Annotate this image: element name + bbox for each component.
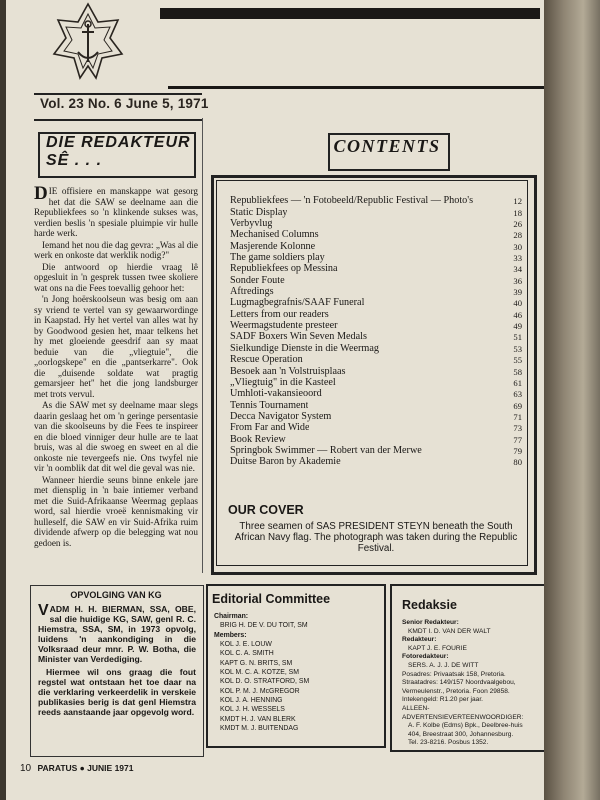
members-list: [214, 640, 309, 733]
cover-text: Three seamen of SAS PRESIDENT STEYN beneath the South African Navy flag. The photograph was taken during the Republic Festival.: [234, 521, 518, 555]
contents-item-page: 33: [513, 253, 522, 264]
article-paragraph: As die SAW met sy deelname maar slegs daarin geslaag het om 'n geringe persentasie van die skoolseuns by die Fees te inspireer en die bloed vinniger deur hulle are te laat bruis, was al die swoeg en sweet en al die onkoste nie tevergeefs nie. Ons twyfel nie vir 'n oomblik dat dit wel die geval was nie.: [34, 400, 198, 473]
contents-item-page: 80: [513, 457, 522, 468]
contents-item-page: 46: [513, 309, 522, 320]
contents-item-title: Lugmagbegrafnis/SAAF Funeral: [230, 297, 365, 309]
advertising-heading: ALLEEN-ADVERTENSIEVERTEENWOORDIGER:: [402, 704, 524, 721]
contents-item-page: 51: [513, 332, 522, 343]
intekengeld: Intekengeld: R1.20 per jaar.: [402, 696, 484, 704]
contents-item-title: Sielkundige Dienste in die Weermag: [230, 342, 379, 354]
member-name: KMDT M. J. BUITENDAG: [220, 725, 299, 733]
member-name: KMDT H. J. VAN BLERK: [220, 715, 296, 723]
contents-item-title: Mechanised Columns: [230, 229, 319, 241]
opvolging-title: OPVOLGING VAN KG: [70, 590, 162, 600]
contents-item: [230, 263, 522, 274]
contents-item: [230, 195, 522, 206]
contents-item-title: From Far and Wide: [230, 422, 310, 434]
article-paragraph: 'n Jong hoërskoolseun was besig om aan sy vriend te vertel van sy gewaarwordinge in Kaapstad. Hy het vertel van alles wat hy by Goodwood gesien het, maar telkens het hy met gloeiende geesdrif aan sy maat beduie van die „vliegtuie", die „oorlogskepe" en die „pantserkarre". Ook die „duisende soldate wat pragtig gemarsjeer het" het die jong landsburger met trots vervul.: [34, 294, 198, 399]
member-name: KOL M. C. A. KOTZE, SM: [220, 669, 299, 677]
member-name: KOL J. H. WESSELS: [220, 706, 285, 714]
opvolging-paragraph: Hiermee wil ons graag die fout regstel wat ontstaan het toe daar na die verklaring verkeerdelik in verskeie publikasies berig is dat genl Hiemstra reeds aanstaande jaar opgevolg word.: [38, 666, 196, 717]
contents-list: [230, 195, 522, 467]
contents-item: [230, 422, 522, 433]
members-label: Members:: [214, 631, 247, 639]
redaksie-title: Redaksie: [402, 598, 457, 612]
redakteur-title: [46, 134, 196, 170]
advertising-line: 404, Breestraat 300, Johannesburg.: [408, 730, 514, 738]
contents-item: [230, 365, 522, 376]
contents-item-title: Decca Navigator System: [230, 410, 332, 422]
dropcap: V: [38, 602, 49, 619]
contents-item: [230, 331, 522, 342]
article-paragraph: Iemand het nou die dag gevra: „Was al die werk en onkoste dat werklik nodig?": [34, 239, 198, 260]
advertising-line: A. F. Kolbe (Edms) Bpk., Deelbree-huis: [408, 722, 523, 730]
contents-item-page: 28: [513, 230, 522, 241]
contents-item-page: 34: [513, 264, 522, 275]
contents-item: [230, 206, 522, 217]
contents-item-title: SADF Boxers Win Seven Medals: [230, 331, 367, 343]
contents-item-title: The game soldiers play: [230, 252, 325, 264]
contents-item-title: Tennis Tournament: [230, 399, 309, 411]
contents-item-page: 55: [513, 355, 522, 366]
contents-item-title: Letters from our readers: [230, 308, 329, 320]
contents-item: [230, 445, 522, 456]
header-rule-thin: [168, 86, 544, 89]
redaksie-value: KAPT J. E. FOURIE: [408, 644, 467, 652]
contents-item-page: 53: [513, 343, 522, 354]
contents-item: [230, 297, 522, 308]
redaksie-list: [402, 619, 544, 748]
article-paragraph: DIE offisiere en manskappe wat gesorg het dat die SAW se deelname aan die Republiekfees so 'n klinkende sukses was, verdien beslis 'n spesiale pluimpie vir hulle harde werk.: [34, 183, 198, 238]
contents-item: [230, 274, 522, 285]
contents-item-title: Republiekfees — 'n Fotobeeld/Republic Festival — Photo's: [230, 195, 474, 207]
contents-item-title: Springbok Swimmer — Robert van der Merwe: [230, 444, 422, 456]
adjacent-page-edge: [544, 0, 600, 800]
contents-item-title: Sonder Foute: [230, 274, 285, 286]
contents-item-title: Umhloti-vakansieoord: [230, 388, 322, 400]
column-divider: [202, 118, 203, 573]
contents-item-page: 26: [513, 219, 522, 230]
member-name: KOL D. O. STRATFORD, SM: [220, 678, 310, 686]
contents-item-title: Book Review: [230, 433, 286, 445]
contents-item-title: Rescue Operation: [230, 354, 303, 366]
redaksie-label: Redakteur:: [402, 636, 437, 644]
contents-item: [230, 388, 522, 399]
contents-item-page: 79: [513, 445, 522, 456]
contents-item-title: Masjerende Kolonne: [230, 240, 316, 252]
contents-item-title: Static Display: [230, 206, 288, 218]
member-name: KAPT G. N. BRITS, SM: [220, 659, 293, 667]
contents-item-page: 61: [513, 377, 522, 388]
magazine-page: [6, 0, 544, 800]
volume-line: Vol. 23 No. 6 June 5, 1971: [40, 96, 209, 111]
contents-item-title: Weermagstudente presteer: [230, 320, 338, 332]
contents-item: [230, 308, 522, 319]
redaksie-value: SERS. A. J. J. DE WITT: [408, 661, 479, 669]
contents-item-title: Aftredings: [230, 286, 274, 298]
header-rule: [160, 8, 540, 19]
contents-item-page: 73: [513, 423, 522, 434]
contents-item: [230, 399, 522, 410]
member-name: KOL C. A. SMITH: [220, 650, 274, 658]
contents-item: [230, 229, 522, 240]
contents-item-page: 39: [513, 287, 522, 298]
contents-item: [230, 354, 522, 365]
editorial-committee-title: Editorial Committee: [212, 592, 331, 606]
contents-item-page: 36: [513, 275, 522, 286]
contents-item-title: „Vliegtuig" in die Kasteel: [230, 376, 336, 388]
contents-item-page: 12: [513, 196, 522, 207]
contents-item-title: Besoek aan 'n Volstruisplaas: [230, 365, 346, 377]
sadf-emblem-icon: [52, 2, 124, 88]
redaksie-label: Fotoredakteur:: [402, 653, 449, 661]
redakteur-title-line2: SÊ . . .: [46, 152, 103, 169]
contents-item: [230, 342, 522, 353]
contents-item: [230, 433, 522, 444]
footer-text: PARATUS ● JUNIE 1971: [37, 763, 134, 773]
posadres: Posadres: Privaatsak 158, Pretoria.: [402, 670, 506, 678]
opvolging-paragraph: VADM H. H. BIERMAN, SSA, OBE, sal die huidige KG, SAW, genl R. C. Hiemstra, SSA, SM, in 1973 opvolg, luidens 'n aankondiging in die Volksraad deur mnr. P. W. Botha, die Minister van Verdediging.: [38, 602, 196, 665]
contents-item-title: Republiekfees op Messina: [230, 263, 338, 275]
contents-item-page: 40: [513, 298, 522, 309]
contents-item-page: 63: [513, 389, 522, 400]
redakteur-title-line1: DIE REDAKTEUR: [46, 134, 191, 151]
contents-item: [230, 411, 522, 422]
article-paragraph: Wanneer hierdie seuns binne enkele jare met diensplig in 'n baie intiemer verband met die Suid-Afrikaanse Weermag geplaas word, sal hierdie vroeë kennismaking vir hulleself, die SAW en vir Suid-Afrika ruim dividende afwerp op die belegging wat nou gedoen is.: [34, 474, 198, 548]
dropcap: D: [34, 183, 48, 204]
member-name: KOL P. M. J. McGREGOR: [220, 687, 300, 695]
redaksie-value: KMDT I. D. VAN DER WALT: [408, 627, 491, 635]
member-name: KOL J. A. HENNING: [220, 697, 283, 705]
contents-item: [230, 456, 522, 467]
chairman-label: Chairman:: [214, 613, 249, 620]
contents-item-page: 18: [513, 207, 522, 218]
contents-item: [230, 240, 522, 251]
contents-item-title: Verbyvlug: [230, 218, 273, 230]
contents-item-page: 69: [513, 400, 522, 411]
contents-item: [230, 252, 522, 263]
contents-item-title: Duitse Baron by Akademie: [230, 456, 341, 468]
redakteur-article: [34, 183, 198, 549]
contents-item: [230, 286, 522, 297]
contents-item-page: 30: [513, 241, 522, 252]
opvolging-article: [38, 604, 196, 719]
page-number: 10: [20, 763, 32, 774]
contents-item-page: 49: [513, 321, 522, 332]
page-footer: [20, 763, 134, 774]
contents-item: [230, 377, 522, 388]
contents-item-page: 58: [513, 366, 522, 377]
editorial-committee-list: [214, 612, 309, 733]
straatadres: Straatadres: 149/157 Noordvaalgebou, Vermeulenstr., Pretoria. Foon 29858.: [402, 679, 516, 695]
cover-heading: OUR COVER: [228, 503, 304, 517]
contents-item: [230, 218, 522, 229]
contents-title: CONTENTS: [333, 136, 441, 156]
chairman-name: BRIG H. DE V. DU TOIT, SM: [220, 622, 308, 630]
member-name: KOL J. E. LOUW: [220, 641, 272, 649]
article-paragraph: Die antwoord op hierdie vraag lê opgesluit in 'n gesprek tussen twee skoliere wat ons na die Fees toevallig gehoor het:: [34, 261, 198, 293]
contents-item-page: 71: [513, 411, 522, 422]
contents-item: [230, 320, 522, 331]
contents-item-page: 77: [513, 434, 522, 445]
advertising-line: Tel. 23-8216. Posbus 1352.: [408, 739, 489, 747]
redaksie-label: Senior Redakteur:: [402, 619, 459, 626]
